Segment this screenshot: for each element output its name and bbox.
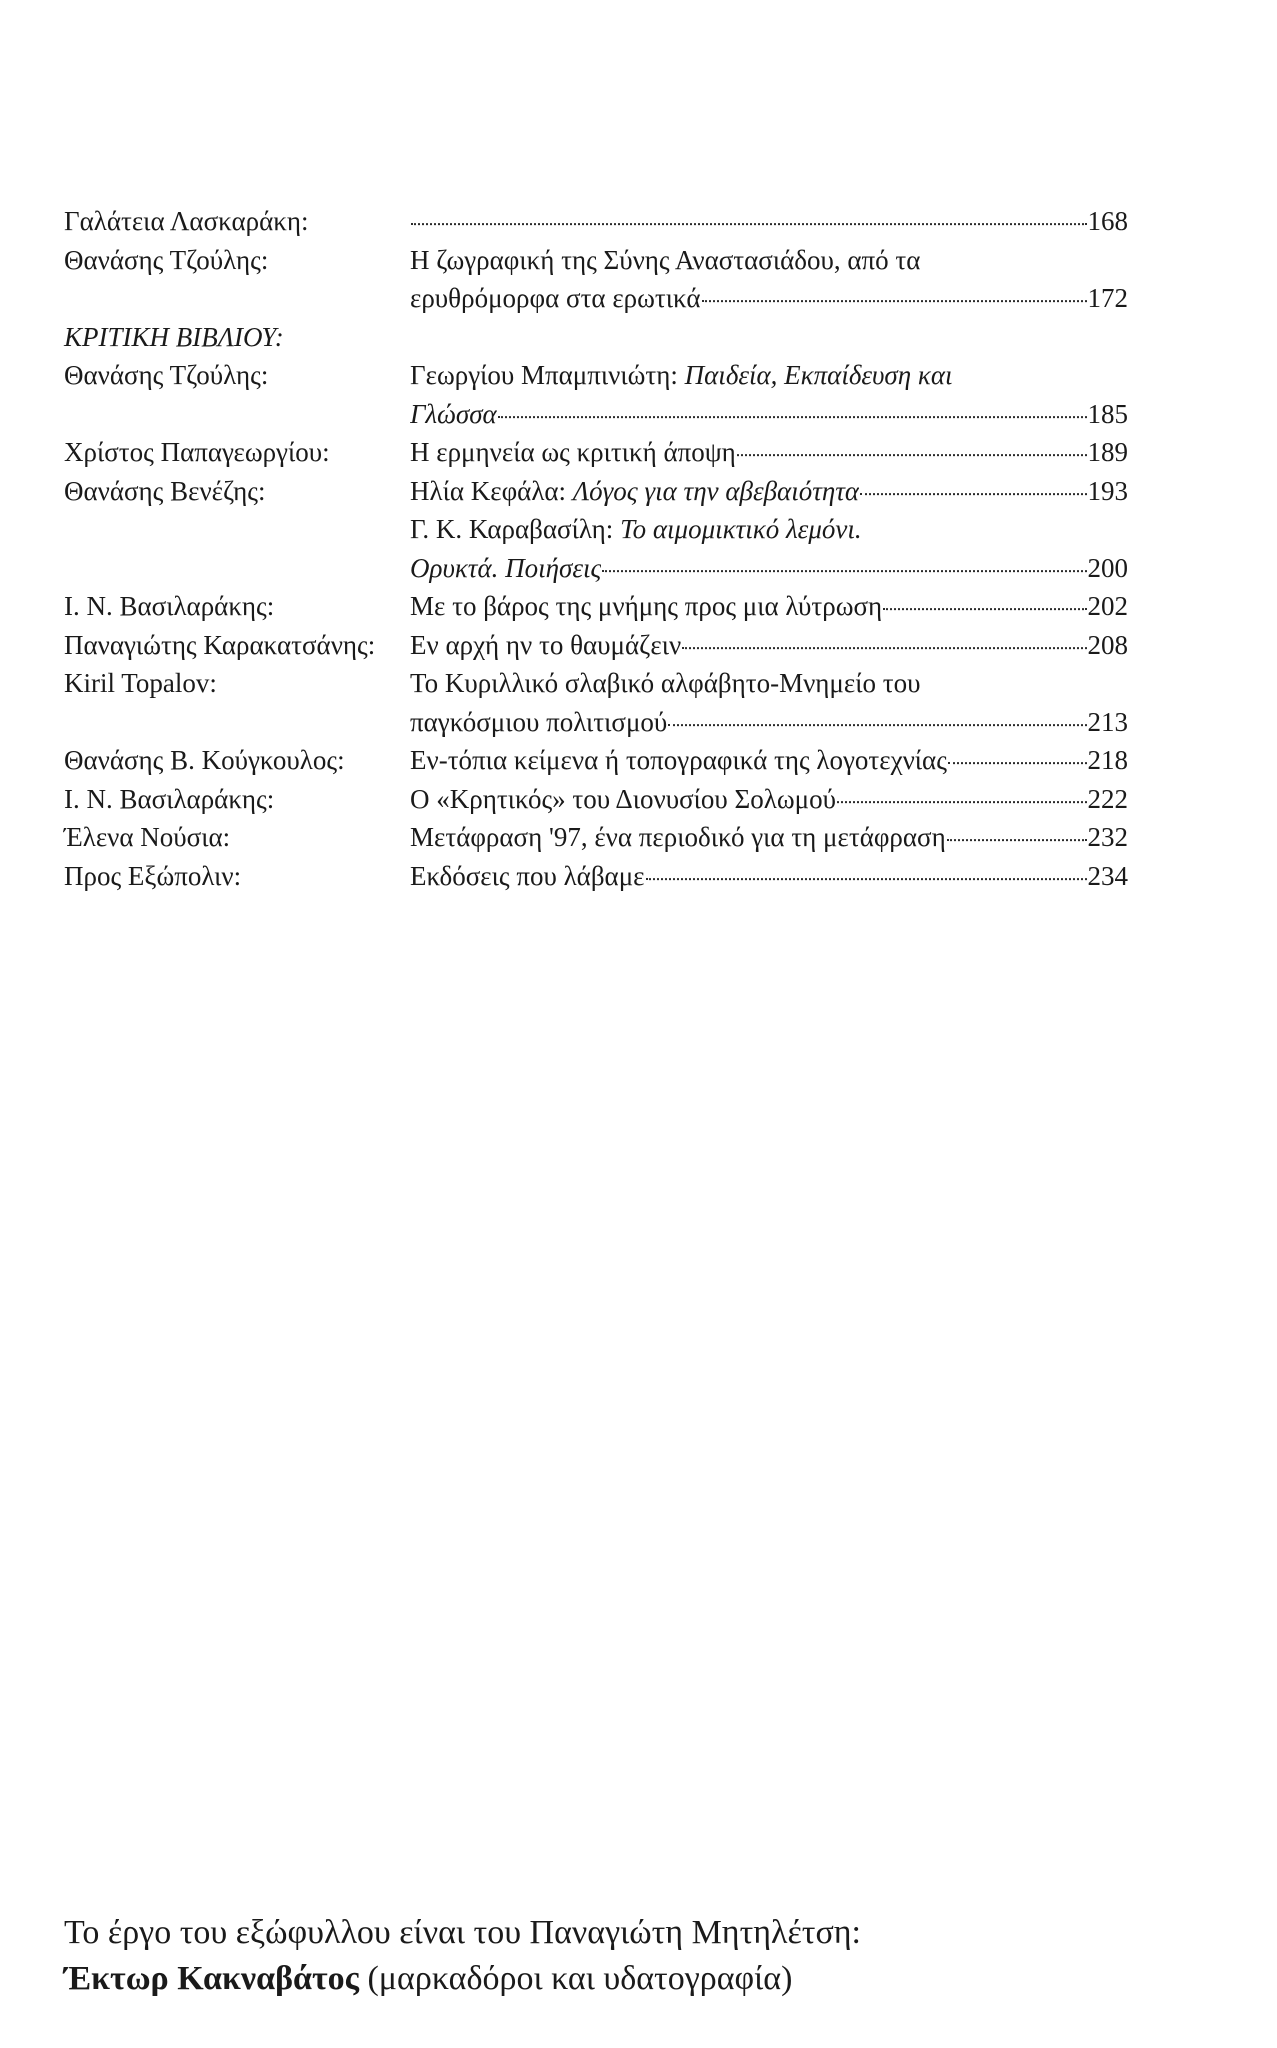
toc-title [410,861,645,892]
toc-title [410,630,681,661]
toc-title-text: Γ. Κ. Καραβασίλη: [410,514,614,544]
artist-name: Έκτωρ Κακναβάτος [64,1960,359,1997]
toc-title-text: Εν-τόπια κείμενα ή τοπογραφικά της λογοτεχνίας [410,745,947,775]
toc-page-number: 168 [1087,206,1128,236]
toc-entry [410,707,1128,738]
toc-entry [410,283,1128,314]
toc-leader-dots [498,397,1087,418]
toc-author: Kiril Topalov: [64,668,217,698]
toc-title [410,553,601,584]
cover-credit-line: Το έργο του εξώφυλλου είναι του Παναγιώτη Μητηλέτση: [64,1914,862,1951]
toc-entry [410,553,1128,584]
toc-author: Έλενα Νούσια: [64,822,231,852]
cover-artist-line [64,1956,1214,2002]
toc-entry [410,591,1128,622]
toc-author: Θανάσης Τζούλης: [64,360,269,390]
toc-title-text: ερυθρόμορφα στα ερωτικά [410,283,701,313]
toc-row [64,283,1128,322]
toc-title-italic: Το αιμομικτικό λεμόνι. [620,514,862,544]
toc-author: Θανάσης Βενέζης: [64,475,266,506]
toc-leader-dots [837,782,1087,803]
toc-entry [410,745,1128,776]
toc-page-number: 234 [1087,860,1128,891]
toc-author: Θανάσης Β. Κούγκουλος: [64,745,345,775]
toc-title-italic: Ορυκτά. Ποιήσεις [410,552,602,583]
toc-title [410,437,736,468]
toc-entry [410,630,1128,661]
cover-credit [64,1910,1214,2002]
toc-entry [410,437,1128,468]
toc-row [64,514,1128,553]
toc-row [64,668,1128,707]
toc-page-number: 193 [1087,475,1128,506]
toc-title-text: Η ερμηνεία ως κριτική άποψη [410,437,736,467]
toc-title [410,591,882,622]
toc-row [64,553,1128,592]
toc-page-number: 213 [1087,706,1128,737]
toc-leader-dots [947,820,1087,841]
toc-title [410,822,946,853]
toc-page-number: 200 [1087,552,1128,583]
toc-leader-dots [411,204,1087,225]
toc-row [64,360,1128,399]
toc-row [64,707,1128,746]
toc-title-text: Η ζωγραφική της Σύνης Αναστασιάδου, από τα [410,244,921,275]
toc-entry [410,668,1128,699]
toc-title [410,476,859,507]
toc-page-number: 208 [1087,629,1128,660]
toc-leader-dots [646,859,1087,880]
toc-title-text: Ο «Κρητικός» του Διονυσίου Σολωμού [410,783,836,814]
toc-author: Παναγιώτης Καρακατσάνης: [64,629,376,660]
toc-title-text: Γεωργίου Μπαμπινιώτη: [410,360,678,390]
toc-entry [410,206,1128,237]
toc-leader-dots [702,281,1087,302]
toc-row [64,822,1128,861]
toc-row [64,206,1128,245]
toc-title [410,399,497,430]
toc-row [64,591,1128,630]
toc-leader-dots [682,628,1086,649]
toc-page-number: 232 [1087,822,1128,852]
toc-entry [410,822,1128,853]
toc-leader-dots [948,743,1087,764]
toc-author: Γαλάτεια Λασκαράκη: [64,206,309,236]
toc-leader-dots [602,551,1086,572]
toc-page-number: 172 [1087,283,1128,313]
toc-title [410,245,920,276]
toc-title-italic: Λόγος για την αβεβαιότητα [572,475,860,506]
toc-entry [410,360,1128,391]
toc-leader-dots [668,705,1086,726]
toc-entry [410,476,1128,507]
toc-title-text: Μετάφραση '97, ένα περιοδικό για τη μετάφραση [410,822,946,852]
toc-row [64,399,1128,438]
toc-entry [410,861,1128,892]
toc-title [410,283,701,314]
toc-row [64,322,1128,361]
toc-author: Χρίστος Παπαγεωργίου: [64,437,330,467]
toc-title-text: Εκδόσεις που λάβαμε [410,860,645,891]
toc-title-text: Με το βάρος της μνήμης προς μια λύτρωση [410,591,883,621]
toc-title [410,668,920,699]
toc-leader-dots [737,435,1087,456]
toc-title [410,745,947,776]
toc-row [64,437,1128,476]
toc-entry [410,514,1128,545]
toc-row [64,245,1128,284]
toc-author: ΚΡΙΤΙΚΗ ΒΙΒΛΙΟΥ: [64,321,284,352]
toc-page-number: 202 [1087,591,1128,621]
toc-title [410,707,667,738]
artist-medium: (μαρκαδόροι και υδατογραφία) [367,1960,793,1997]
toc-page-number: 218 [1087,745,1128,775]
toc-author: Προς Εξώπολιν: [64,860,242,891]
toc-row [64,630,1128,669]
toc-page-number: 189 [1087,437,1128,467]
toc-entry [410,784,1128,815]
toc-entry [410,245,1128,276]
toc-title-italic: Γλώσσα [410,398,497,429]
toc-row [64,861,1128,900]
toc-row [64,784,1128,823]
toc-page-number: 185 [1087,398,1128,429]
toc-title-text: Εν αρχή ην το θαυμάζειν [410,629,682,660]
toc-author: Ι. Ν. Βασιλαράκης: [64,591,275,621]
toc-leader-dots [883,589,1086,610]
toc-title [410,784,836,815]
toc-title-text: Το Κυριλλικό σλαβικό αλφάβητο-Μνημείο του [410,668,921,698]
toc-author: Ι. Ν. Βασιλαράκης: [64,783,275,814]
toc-title [410,514,862,545]
toc-row [64,476,1128,515]
toc-title-text: Ηλία Κεφάλα: [410,475,567,506]
toc-title-text: παγκόσμιου πολιτισμού [410,706,668,737]
toc-title-italic: Παιδεία, Εκπαίδευση και [684,360,953,390]
toc-author: Θανάσης Τζούλης: [64,244,269,275]
toc-entry [410,399,1128,430]
table-of-contents [64,206,1128,899]
toc-title [410,360,953,391]
toc-row [64,745,1128,784]
toc-leader-dots [860,474,1086,495]
toc-page-number: 222 [1087,783,1128,814]
